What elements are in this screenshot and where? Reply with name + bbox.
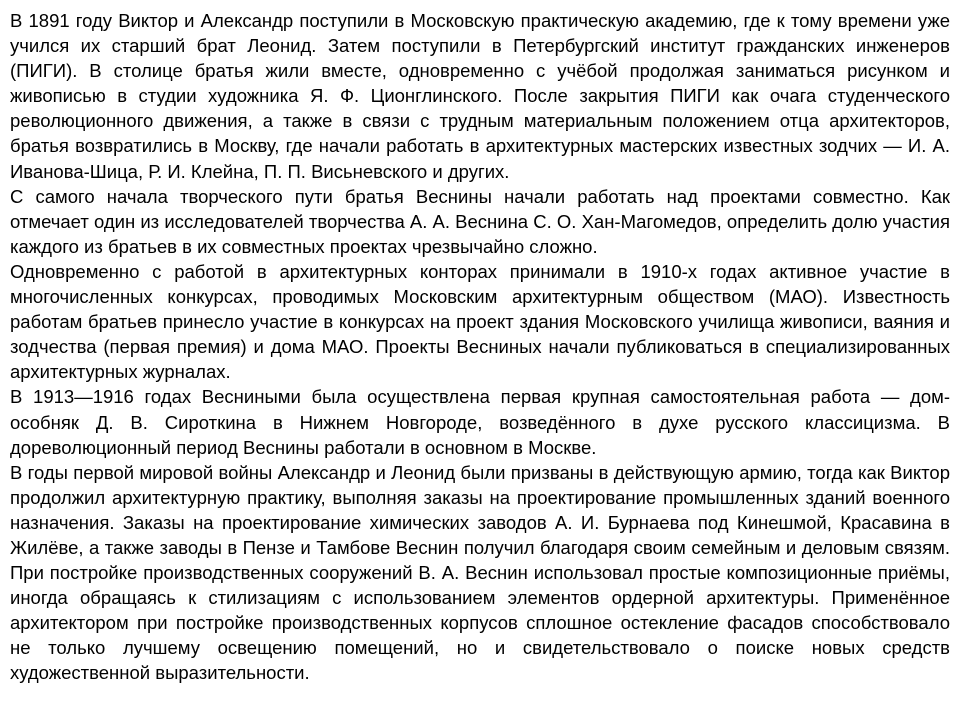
paragraph-wartime-practice: В годы первой мировой войны Александр и Леонид были призваны в действующую армию, тогда как Виктор продолжил архитектурную практику, выполняя заказы на проектирование промышленных зданий военного назначения. Заказы на проектирование химических заводов А. И. Бурнаева под Кинешмой, Красавина в Жилёве, а также заводы в Пензе и Тамбове Веснин получил благодаря своим семейным и деловым связям. При постройке производственных сооружений В. А. Веснин использовал простые композиционные приёмы, иногда обращаясь к стилизациям с использованием элементов ордерной архитектуры. Применённое архитектором при постройке производственных корпусов сплошное остекление фасадов способствовало не только лучшему освещению помещений, но и свидетельствовало о поиске новых средств художественной выразительности. [10,461,950,684]
paragraph-education: В 1891 году Виктор и Александр поступили в Московскую практическую академию, где к тому времени уже учился их старший брат Леонид. Затем поступили в Петербургский институт гражданских инженеров (ПИГИ). В столице братья жили вместе, одновременно с учёбой продолжая заниматься рисунком и живописью в студии художника Я. Ф. Ционглинского. После закрытия ПИГИ как очага студенческого революционного движения, а также в связи с трудным материальным положением отца архитекторов, братья возвратились в Москву, где начали работать в архитектурных мастерских известных зодчих — И. А. Иванова-Шица, Р. И. Клейна, П. П. Висьневского и других. [10,10,950,182]
paragraph-competitions: Одновременно с работой в архитектурных конторах принимали в 1910-х годах активное участие в многочисленных конкурсах, проводимых Московским архитектурным обществом (МАО). Известность работам братьев принесло участие в конкурсах на проект здания Московского училища живописи, ваяния и зодчества (первая премия) и дома МАО. Проекты Весниных начали публиковаться в специализированных архитектурных журналах. [10,260,950,383]
paragraph-sirotkin-house: В 1913—1916 годах Весниными была осуществлена первая крупная самостоятельная работа — дом-особняк Д. В. Сироткина в Нижнем Новгороде, возведённого в духе русского классицизма. В дореволюционный период Веснины работали в основном в Москве. [10,386,950,458]
paragraph-joint-work: С самого начала творческого пути братья Веснины начали работать над проектами совместно. Как отмечает один из исследователей творчества А. А. Веснина С. О. Хан-Магомедов, определить долю участия каждого из братьев в их совместных проектах чрезвычайно сложно. [10,185,950,257]
